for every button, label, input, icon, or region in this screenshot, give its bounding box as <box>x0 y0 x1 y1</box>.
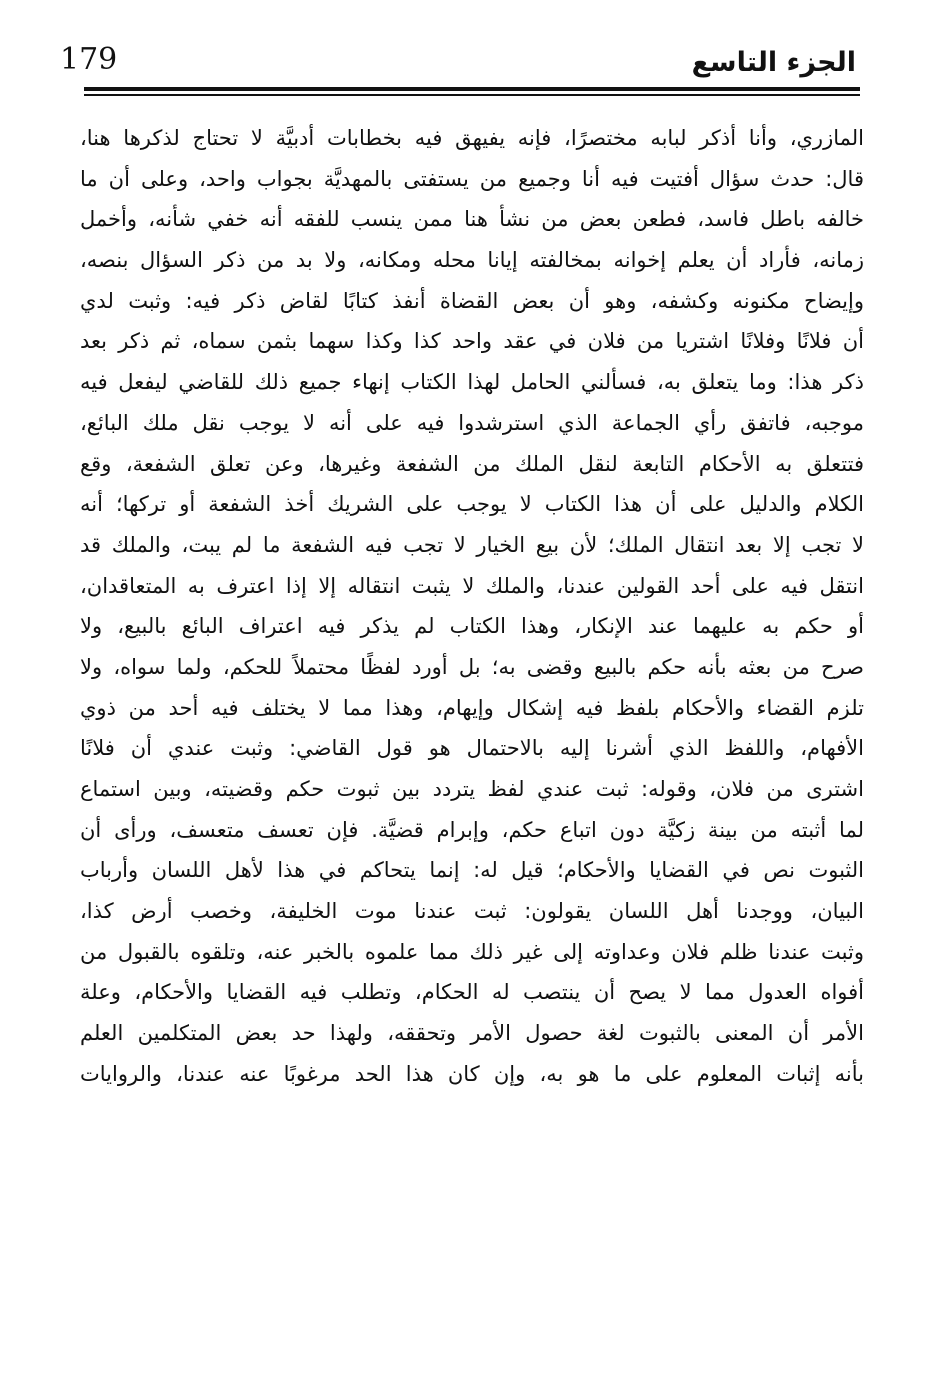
text-line: البيان، ووجدنا أهل اللسان يقولون: ثبت عندنا موت الخليفة، وخصب أرض كذا، <box>80 899 864 924</box>
header-rule-thick <box>84 87 860 91</box>
text-line: أفواه العدول مما لا يصح أن ينتصب له الحكام، وتطلب فيه القضايا والأحكام، وعلة <box>80 980 864 1005</box>
text-line: الكلام والدليل على أن هذا الكتاب لا يوجب على الشريك أخذ الشفعة أو تركها؛ أنه <box>80 492 864 517</box>
text-line: انتقل فيه على أحد القولين عندنا، والملك لا يثبت انتقاله إلا إذا اعترف به المتعاقدان، <box>80 573 864 598</box>
text-line: أو حكم به عليهما عند الإنكار، وهذا الكتاب لم يذكر فيه اعتراف البائع بالبيع، ولا <box>80 614 864 639</box>
text-line: بأنه إثبات المعلوم على ما هو به، وإن كان هذا الحد مرغوبًا عنه عندنا، والروايات <box>80 1061 864 1086</box>
text-line: موجبه، فاتفق رأي الجماعة الذي استرشدوا فيه على أنه لا يوجب نقل ملك البائع، <box>80 410 864 435</box>
text-line: خالفه باطل فاسد، فطعن بعض من نشأ هنا ممن ينسب للفقه أنه خفي شأنه، وأخمل <box>80 207 864 232</box>
text-line: أن فلانًا وفلانًا اشتريا من فلان في عقد واحد كذا وكذا سهما بثمن سماه، ثم ذكر بعد <box>80 329 864 354</box>
text-line: لما أثبته من بينة زكيَّة دون اتباع حكم، وإبرام قضيَّة. فإن تعسف متعسف، ورأى أن <box>80 817 864 842</box>
text-line: الأمر أن المعنى بالثبوت لغة حصول الأمر وتحققه، ولهذا حد بعض المتكلمين العلم <box>80 1021 864 1046</box>
text-line: قال: حدث سؤال أفتيت فيه أنا وجميع من يستفتى بالمهديَّة بجواب واحد، وعلى أن ما <box>80 166 864 191</box>
page-number: 179 <box>60 42 118 77</box>
page-header <box>58 40 858 90</box>
text-line: الثبوت نص في القضايا والأحكام؛ قيل له: إنما يتحاكم في هذا لأهل اللسان وأرباب <box>80 858 864 883</box>
text-line: ذكر هذا: وما يتعلق به، فسألني الحامل لهذا الكتاب إنهاء جميع ذلك للقاضي ليفعل فيه <box>80 370 864 395</box>
text-line: فتتعلق به الأحكام التابعة لنقل الملك من الشفعة وغيرها، وعن تعلق الشفعة، وقع <box>80 451 864 476</box>
text-line: وإيضاح مكنونه وكشفه، وهو أن بعض القضاة أنفذ كتابًا لقاض ذكر فيه: وثبت لدي <box>80 288 864 313</box>
text-line: زمانه، فأراد أن يعلم إخوانه بمخالفته إيانا محله ومكانه، ولا بد من ذكر السؤال بنصه، <box>80 248 864 273</box>
text-line: صرح من بعثه بأنه حكم بالبيع وقضى به؛ بل أورد لفظًا محتملاً للحكم، ولما سواه، ولا <box>80 654 864 679</box>
text-line: لا تجب إلا بعد انتقال الملك؛ لأن بيع الخيار لا تجب فيه الشفعة ما لم يبت، والملك قد <box>80 532 864 557</box>
text-line: تلزم القضاء والأحكام بلفظ فيه إشكال وإيهام، وهذا مما لا يختلف فيه أحد من ذوي <box>80 695 864 720</box>
text-line: اشترى من فلان، وقوله: ثبت عندي لفظ يتردد بين ثبوت حكم وقضيته، وبين استماع <box>80 777 864 801</box>
header-rule-thin <box>84 94 860 96</box>
running-head: الجزء التاسع <box>691 47 856 78</box>
body-text <box>80 118 864 1095</box>
text-line: وثبت عندنا ظلم فلان وعداوته إلى غير ذلك مما علموه بالخبر عنه، وتلقوه بالقبول من <box>80 939 864 964</box>
text-line: المازري، وأنا أذكر لبابه مختصرًا، فإنه يفيهق فيه بخطابات أدبيَّة لا تحتاج لذكرها هنا، <box>80 126 864 150</box>
text-line: الأفهام، واللفظ الذي أشرنا إليه بالاحتمال هو قول القاضي: وثبت عندي أن فلانًا <box>80 736 864 761</box>
